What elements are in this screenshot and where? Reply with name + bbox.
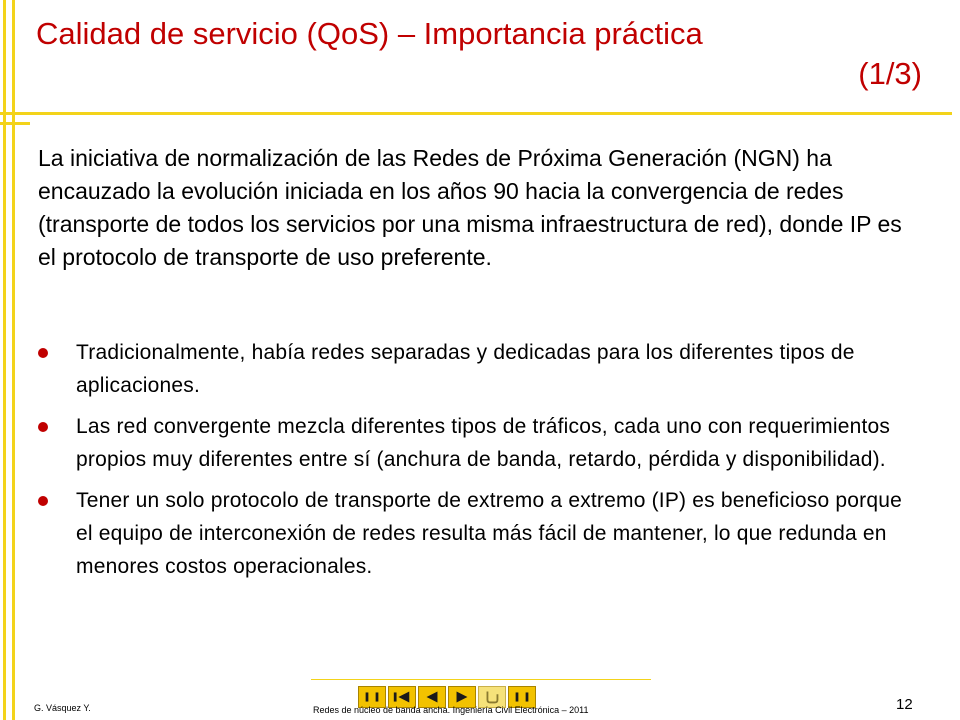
next-icon [449,687,475,707]
bullet-dot-icon [38,496,48,506]
bullet-list [38,336,918,591]
slide-title [36,14,926,94]
slide-title-line1: Calidad de servicio (QoS) – Importancia práctica [36,16,703,51]
previous-section-icon [389,687,415,707]
last-icon [509,687,535,707]
footer-author: G. Vásquez Y. [34,703,91,713]
return-icon [479,687,505,707]
bullet-text: Las red convergente mezcla diferentes tipos de tráficos, cada uno con requerimientos propios muy diferentes entre sí (anchura de banda, retardo, pérdida y disponibilidad). [76,415,891,471]
left-rule-inner [12,0,15,720]
bullet-item [38,336,918,402]
slide-title-line2: (1/3) [858,56,922,91]
bullet-dot-icon [38,422,48,432]
previous-icon [419,687,445,707]
page-number: 12 [896,696,913,713]
footer-course-name: Redes de núcleo de banda ancha. Ingeniería Civil Electrónica – 2011 [313,705,589,715]
left-rule-outer [3,0,6,720]
bullet-text: Tradicionalmente, había redes separadas y dedicadas para los diferentes tipos de aplicaciones. [76,341,855,397]
first-icon [359,687,385,707]
title-underline-stub [0,122,30,125]
bullet-dot-icon [38,348,48,358]
bullet-text: Tener un solo protocolo de transporte de extremo a extremo (IP) es beneficioso porque el equipo de interconexión de redes resulta más fácil de mantener, lo que redunda en menores costos operacionales. [76,489,902,578]
intro-paragraph: La iniciativa de normalización de las Redes de Próxima Generación (NGN) ha encauzado la evolución iniciada en los años 90 hacia la convergencia de redes (transporte de todos los servicios por una misma infraestructura de red), donde IP es el protocolo de transporte de uso preferente. [38,145,902,270]
footer-rule [311,679,651,680]
title-underline-top [0,112,952,115]
bullet-item [38,410,918,476]
bullet-item [38,484,918,583]
